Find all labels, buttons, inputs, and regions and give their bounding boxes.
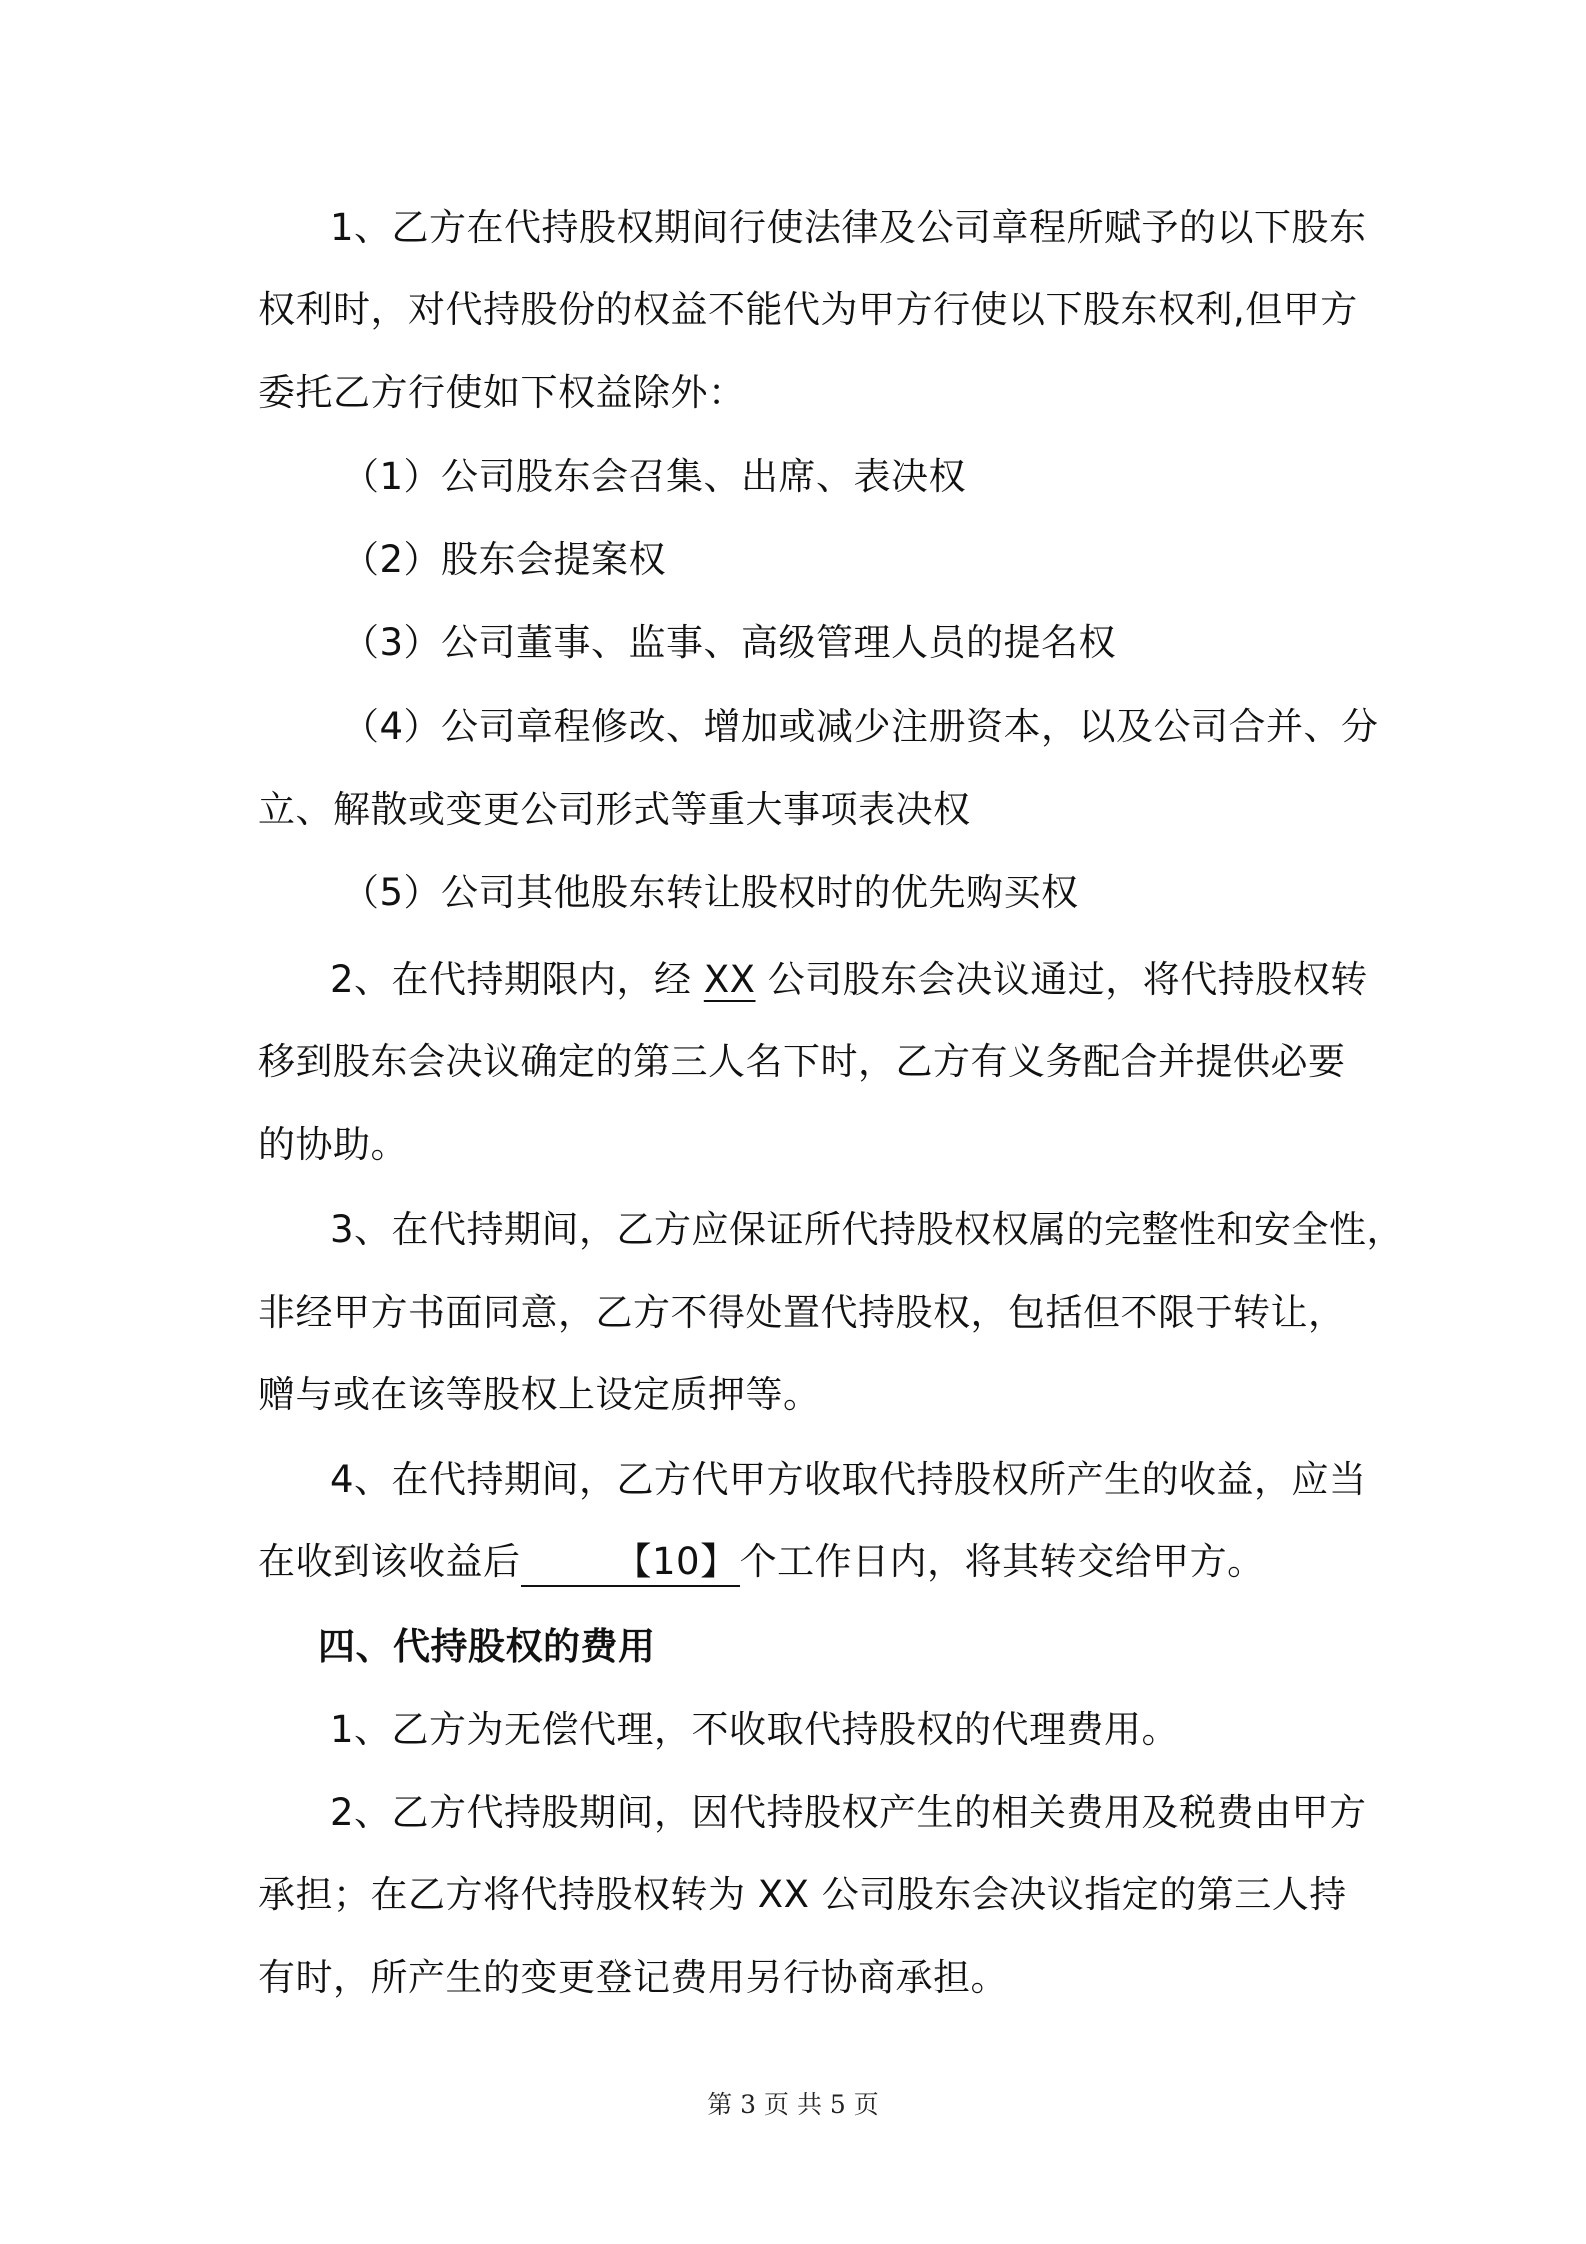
clause-2-suffix: 公司股东会决议通过，将代持股权转: [755, 958, 1368, 1001]
clause-4-line-2: [258, 1537, 1265, 1587]
clause-3-line-1: 3、在代持期间，乙方应保证所代持股权权属的完整性和安全性，: [330, 1208, 1405, 1251]
right-item-3: （3）公司董事、监事、高级管理人员的提名权: [342, 621, 1117, 664]
clause-1-line-2: 权利时，对代持股份的权益不能代为甲方行使以下股东权利,但甲方: [258, 288, 1358, 331]
section-4-item-2-line-3: 有时，所产生的变更登记费用另行协商承担。: [258, 1956, 1008, 1999]
clause-4-suffix: 个工作日内，将其转交给甲方。: [739, 1540, 1265, 1583]
section-4-item-1: 1、乙方为无偿代理，不收取代持股权的代理费用。: [330, 1708, 1180, 1751]
section-4-heading: 四、代持股权的费用: [318, 1625, 656, 1668]
company-name-field: XX: [703, 958, 756, 1001]
section-4-item-2-line-1: 2、乙方代持股期间，因代持股权产生的相关费用及税费由甲方: [330, 1791, 1367, 1834]
days-blank-field: 【10】: [521, 1539, 740, 1587]
clause-1-line-3: 委托乙方行使如下权益除外：: [258, 371, 746, 414]
right-item-2: （2）股东会提案权: [342, 538, 667, 581]
section-4-item-2-line-2: 承担；在乙方将代持股权转为 XX 公司股东会决议指定的第三人持: [258, 1873, 1347, 1916]
right-item-5: （5）公司其他股东转让股权时的优先购买权: [342, 871, 1079, 914]
clause-2-line-2: 移到股东会决议确定的第三人名下时，乙方有义务配合并提供必要: [258, 1040, 1346, 1083]
clause-2-line-1: [330, 955, 1368, 1005]
page-number-footer: 第 3 页 共 5 页: [707, 2090, 879, 2119]
right-item-1: （1）公司股东会召集、出席、表决权: [342, 455, 967, 498]
clause-2-line-3: 的协助。: [258, 1123, 408, 1166]
clause-1-line-1: 1、乙方在代持股权期间行使法律及公司章程所赋予的以下股东: [330, 206, 1367, 249]
clause-3-line-3: 赠与或在该等股权上设定质押等。: [258, 1373, 821, 1416]
clause-4-prefix: 在收到该收益后: [258, 1540, 521, 1583]
clause-3-line-2: 非经甲方书面同意，乙方不得处置代持股权，包括但不限于转让，: [258, 1291, 1346, 1334]
clause-2-prefix: 2、在代持期限内，经: [330, 958, 704, 1001]
right-item-4-line-2: 立、解散或变更公司形式等重大事项表决权: [258, 788, 971, 831]
clause-4-line-1: 4、在代持期间，乙方代甲方收取代持股权所产生的收益，应当: [330, 1458, 1367, 1501]
right-item-4-line-1: （4）公司章程修改、增加或减少注册资本，以及公司合并、分: [342, 705, 1379, 748]
